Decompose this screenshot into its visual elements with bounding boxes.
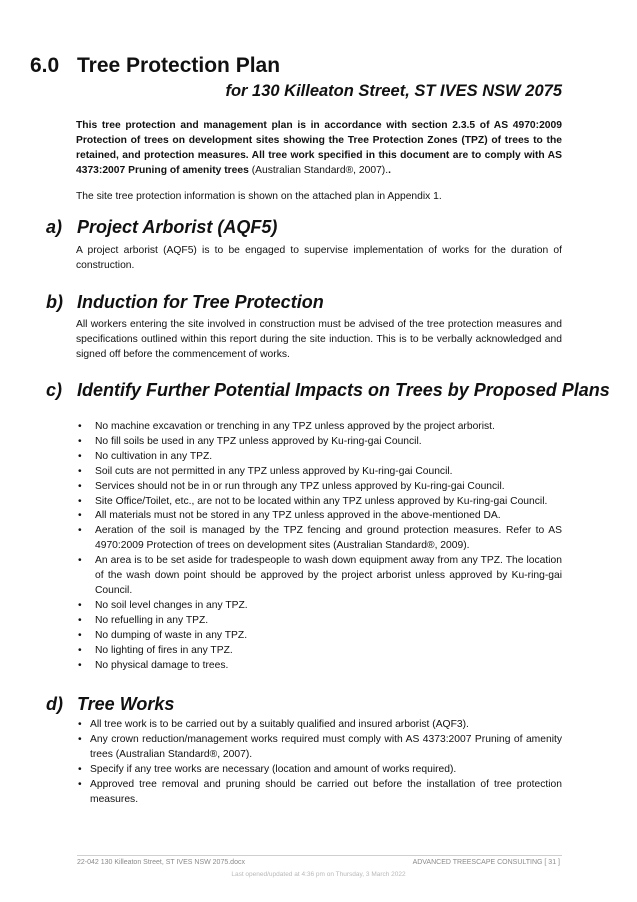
bullet-icon: • <box>78 480 82 492</box>
list-item <box>76 763 562 778</box>
footer-page-label: ADVANCED TREESCAPE CONSULTING [ 31 ] <box>412 859 560 866</box>
list-item-text: Specify if any tree works are necessary (location and amount of works required). <box>90 763 457 775</box>
intro-bold-text: This tree protection and management plan is in accordance with section 2.3.5 of AS 4970:2009 Protection of trees on development sites showing the Tree Protection Zones (TPZ) of trees to the retained, and protection measures. All tree work specified in this document are to comply with AS 4373:2007 Pruning of amenity trees <box>76 120 562 176</box>
list-item <box>76 718 562 733</box>
bullet-icon: • <box>78 465 82 477</box>
list-item-text: An area is to be set aside for tradespeople to wash down equipment away from any TPZ. The location of the wash down point should be approved by the project arborist unless approved by Ku-ring-gai Council. <box>95 555 562 596</box>
bullet-icon: • <box>78 778 82 790</box>
bullet-icon: • <box>78 614 82 626</box>
section-b-title: Induction for Tree Protection <box>77 292 324 312</box>
footer-last-updated: Last opened/updated at 4:36 pm on Thursday, 3 March 2022 <box>231 871 406 878</box>
list-item-text: Site Office/Toilet, etc., are not to be located within any TPZ unless approved by Ku-ring-gai Council. <box>95 495 548 507</box>
section-b-letter: b) <box>46 292 63 312</box>
intro-end-text: . <box>388 165 391 176</box>
section-a-body: A project arborist (AQF5) is to be engaged to supervise implementation of works for the duration of construction. <box>76 245 562 271</box>
bullet-icon: • <box>78 659 82 671</box>
bullet-icon: • <box>78 599 82 611</box>
footer-divider <box>77 855 562 856</box>
list-item <box>76 509 562 524</box>
list-item-text: No soil level changes in any TPZ. <box>95 599 248 611</box>
list-item-text: No lighting of fires in any TPZ. <box>95 644 233 656</box>
list-item <box>76 554 562 599</box>
list-item-text: Aeration of the soil is managed by the TPZ fencing and ground protection measures. Refer to AS 4970:2009 Protection of trees on development sites (Australian Standard®, 2009). <box>95 525 562 552</box>
list-item-text: Services should not be in or run through any TPZ unless approved by Ku-ring-gai Council. <box>95 480 505 492</box>
list-item-text: No machine excavation or trenching in any TPZ unless approved by the project arborist. <box>95 421 495 432</box>
bullet-icon: • <box>78 435 82 447</box>
list-item <box>76 465 562 480</box>
list-item <box>76 778 562 808</box>
list-item <box>76 524 562 554</box>
footer-filename: 22-042 130 Killeaton Street, ST IVES NSW 2075.docx <box>77 859 245 866</box>
list-item-text: Approved tree removal and pruning should be carried out before the installation of tree protection measures. <box>90 778 562 805</box>
heading-number: 6.0 <box>30 54 60 77</box>
list-item-text: All materials must not be stored in any TPZ unless approved in the above-mentioned DA. <box>95 510 501 522</box>
list-item-text: No dumping of waste in any TPZ. <box>95 629 248 641</box>
list-item <box>76 480 562 495</box>
list-item <box>76 659 562 674</box>
section-a-title: Project Arborist (AQF5) <box>77 217 278 237</box>
page-subtitle: for 130 Killeaton Street, ST IVES NSW 2075 <box>225 82 562 100</box>
list-item-text: Soil cuts are not permitted in any TPZ unless approved by Ku-ring-gai Council. <box>95 465 453 477</box>
bullet-icon: • <box>78 733 82 745</box>
list-item <box>76 420 562 435</box>
list-item <box>76 733 562 763</box>
section-c-title: Identify Further Potential Impacts on Trees by Proposed Plans <box>77 380 610 400</box>
bullet-icon: • <box>78 495 82 507</box>
bullet-icon: • <box>78 719 82 730</box>
list-item <box>76 629 562 644</box>
intro-paragraph <box>76 118 562 178</box>
list-item <box>76 495 562 510</box>
bullet-icon: • <box>78 629 82 641</box>
section-a-letter: a) <box>46 217 63 237</box>
bullet-icon: • <box>78 763 82 775</box>
list-item <box>76 435 562 450</box>
list-item-text: No refuelling in any TPZ. <box>95 614 209 626</box>
list-item <box>76 644 562 659</box>
bullet-icon: • <box>78 644 82 656</box>
section-c-list <box>76 420 562 673</box>
bullet-icon: • <box>78 525 82 537</box>
list-item <box>76 599 562 614</box>
section-d-title: Tree Works <box>77 694 175 714</box>
bullet-icon: • <box>78 510 82 522</box>
appendix-note: The site tree protection information is shown on the attached plan in Appendix 1. <box>76 191 442 202</box>
list-item <box>76 450 562 465</box>
list-item-text: No cultivation in any TPZ. <box>95 450 213 462</box>
list-item <box>76 614 562 629</box>
list-item-text: All tree work is to be carried out by a suitably qualified and insured arborist (AQF3). <box>90 719 469 730</box>
list-item-text: No physical damage to trees. <box>95 659 229 671</box>
intro-normal-text: (Australian Standard®, 2007). <box>251 165 389 176</box>
list-item-text: No fill soils be used in any TPZ unless approved by Ku-ring-gai Council. <box>95 435 422 447</box>
page-title: Tree Protection Plan <box>77 54 281 77</box>
section-d-letter: d) <box>46 694 63 714</box>
list-item-text: Any crown reduction/management works required must comply with AS 4373:2007 Pruning of amenity trees (Australian Standard®, 2007). <box>90 733 562 760</box>
bullet-icon: • <box>78 421 82 432</box>
bullet-icon: • <box>78 450 82 462</box>
bullet-icon: • <box>78 555 82 567</box>
section-d-list <box>76 718 562 807</box>
section-c-letter: c) <box>46 380 63 400</box>
section-b-body: All workers entering the site involved in construction must be advised of the tree protection measures and specifications outlined within this report during the site induction. This is to be verbally acknowledged and signed off before the commencement of works. <box>76 319 562 360</box>
